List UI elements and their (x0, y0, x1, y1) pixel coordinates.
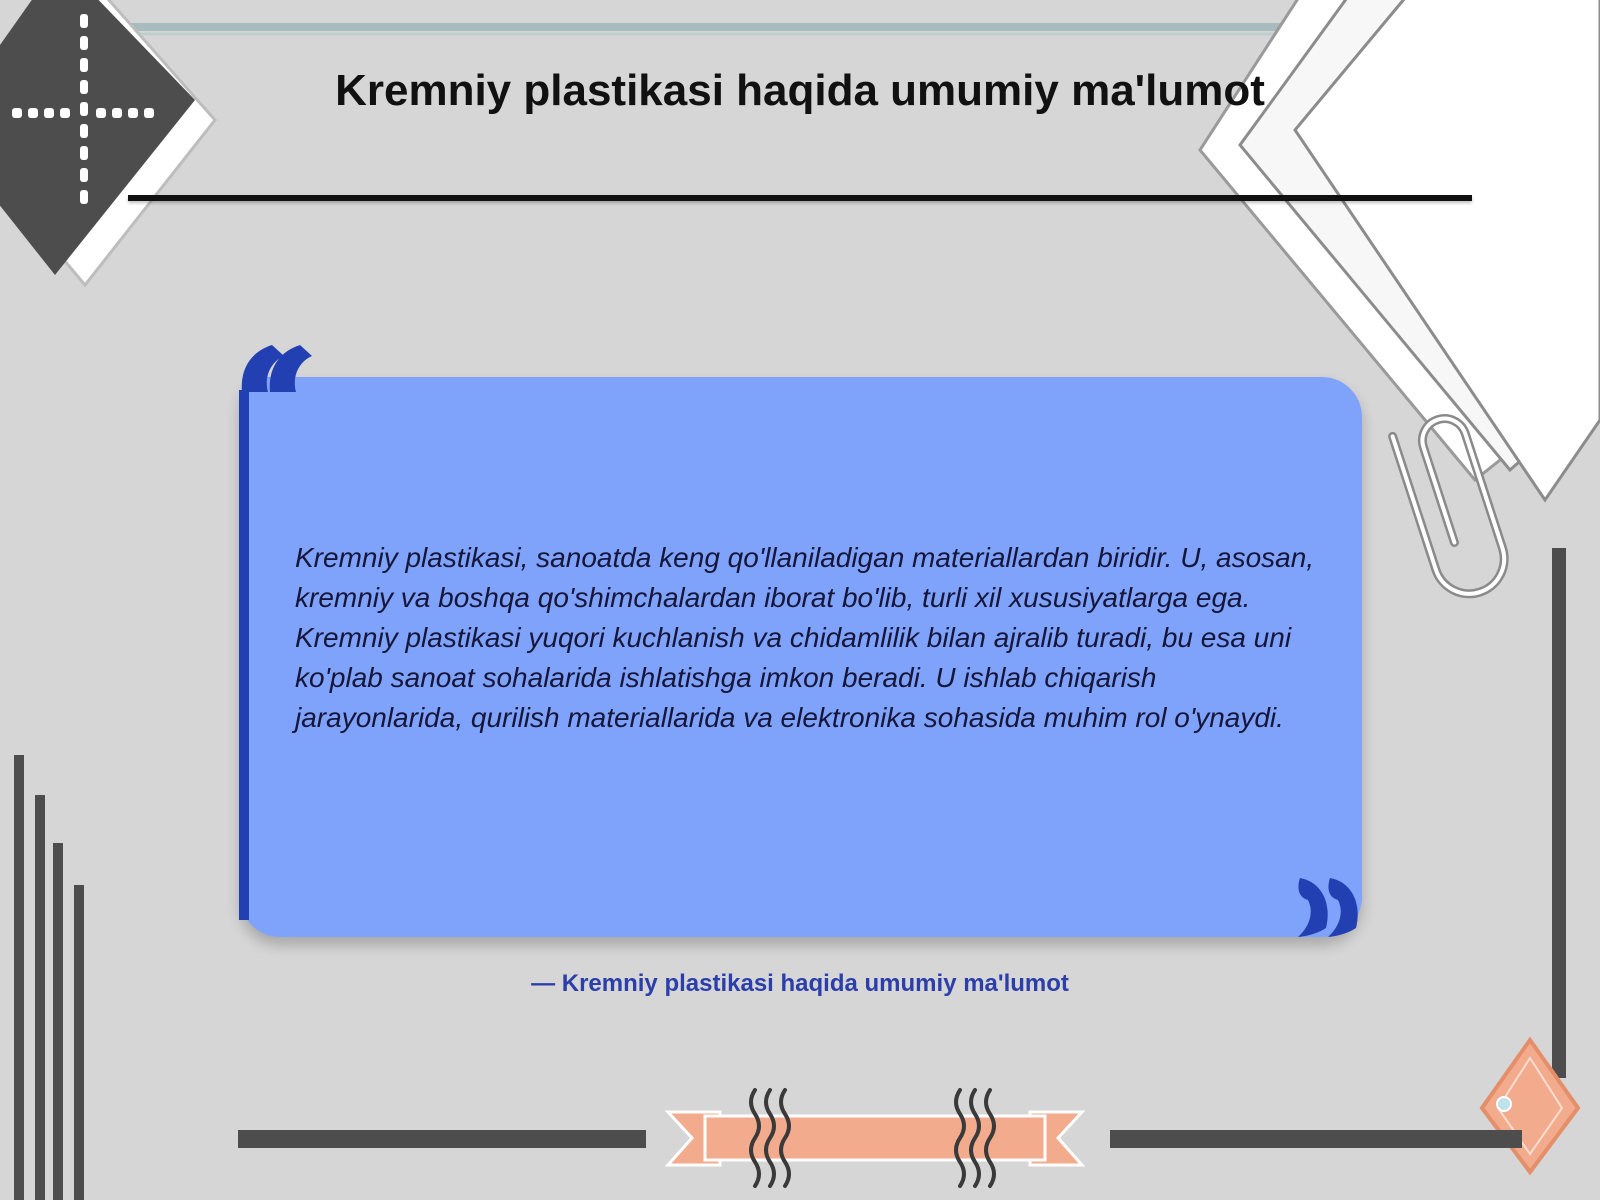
quote-text: Kremniy plastikasi, sanoatda keng qo'llaniladigan materiallardan biridir. U, asosan, kremniy va boshqa qo'shimchalardan iborat bo'lib, turli xil xususiyatlarga ega. Kremniy plastikasi yuqori kuchlanish va chidamlilik bilan ajralib turadi, bu esa uni ko'plab sanoat sohalarida ishlatishga imkon beradi. U ishlab chiqarish jarayonlarida, qurilish materiallarida va elektronika sohasida muhim rol o'ynaydi. (295, 542, 1315, 733)
slide-title: Kremniy plastikasi haqida umumiy ma'lumot (335, 66, 1265, 115)
quote-attribution: — Kremniy plastikasi haqida umumiy ma'lumot (531, 970, 1069, 997)
close-quote-icon (1298, 878, 1358, 937)
open-quote-icon (242, 345, 312, 392)
